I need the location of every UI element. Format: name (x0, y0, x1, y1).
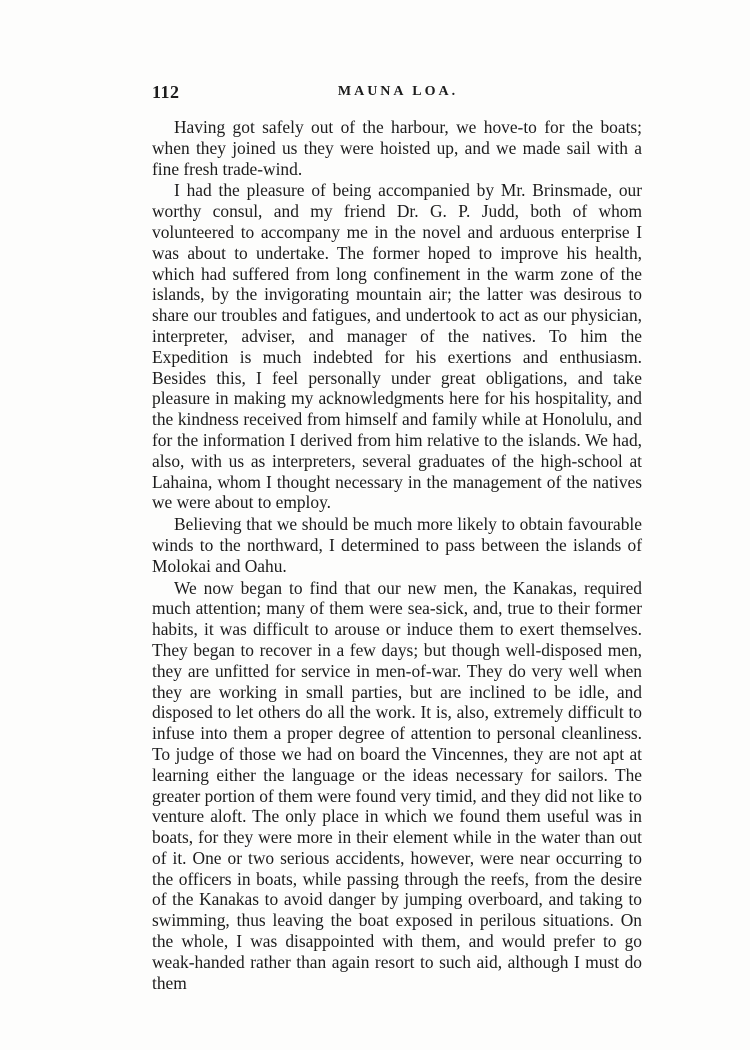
paragraph: I had the pleasure of being accompanied by Mr. Brinsmade, our worthy consul, and my friend Dr. G. P. Judd, both of whom volunteered to accompany me in the novel and arduous enterprise I was about to undertake. The former hoped to improve his health, which had suffered from long confinement in the warm zone of the islands, by the invigorating mountain air; the latter was desirous to share our troubles and fatigues, and undertook to act as our physician, interpreter, adviser, and manager of the natives. To him the Expedition is much indebted for his exertions and enthusiasm. Besides this, I feel personally under great obligations, and take pleasure in making my acknowledgments here for his hospitality, and the kindness received from himself and family while at Honolulu, and for the information I derived from him relative to the islands. We had, also, with us as interpreters, several graduates of the high-school at Lahaina, whom I thought necessary in the management of the natives we were about to employ. (152, 180, 642, 513)
paragraph: Having got safely out of the harbour, we hove-to for the boats; when they joined us they were hoisted up, and we made sail with a fine fresh trade-wind. (152, 117, 642, 179)
body-text (152, 117, 642, 993)
page-number: 112 (152, 82, 180, 102)
page-header (152, 82, 644, 106)
running-title: MAUNA LOA. (337, 84, 459, 99)
paragraph: Believing that we should be much more likely to obtain favourable winds to the northward, I determined to pass between the islands of Molokai and Oahu. (152, 514, 642, 576)
paragraph: We now began to find that our new men, the Kanakas, required much attention; many of them were sea-sick, and, true to their former habits, it was difficult to arouse or induce them to exert themselves. They began to recover in a few days; but though well-disposed men, they are unfitted for service in men-of-war. They do very well when they are working in small parties, but are inclined to be idle, and disposed to let others do all the work. It is, also, extremely difficult to infuse into them a proper degree of attention to personal cleanliness. To judge of those we had on board the Vincennes, they are not apt at learning either the language or the ideas necessary for sailors. The greater portion of them were found very timid, and they did not like to venture aloft. The only place in which we found them useful was in boats, for they were more in their element while in the water than out of it. One or two serious accidents, however, were near occurring to the officers in boats, while passing through the reefs, from the desire of the Kanakas to avoid danger by jumping overboard, and taking to swimming, thus leaving the boat exposed in perilous situations. On the whole, I was disappointed with them, and would prefer to go weak-handed rather than again resort to such aid, although I must do them (152, 577, 642, 993)
